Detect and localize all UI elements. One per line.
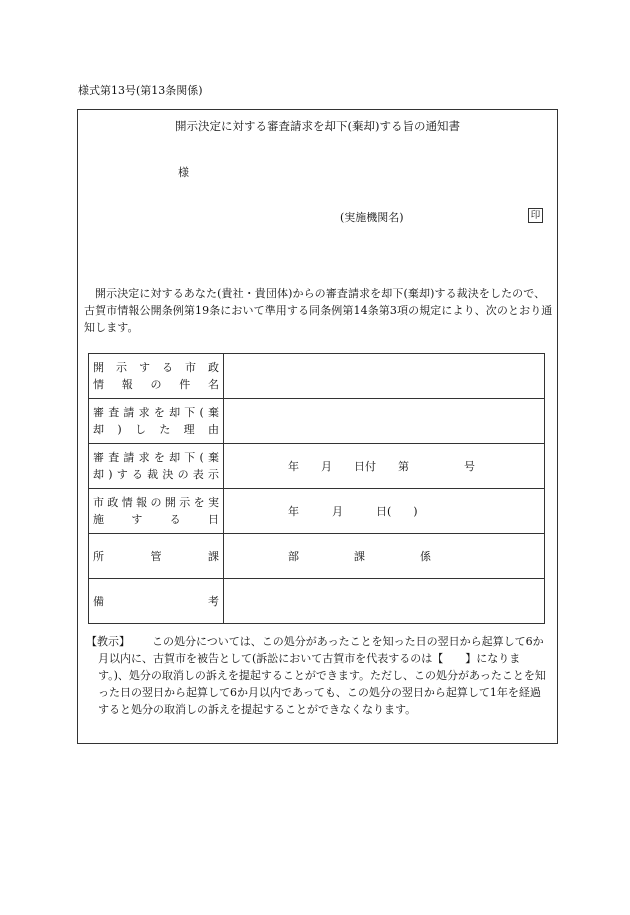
row-label-decision [89, 444, 224, 489]
label-line: 市政情報の開示を実 [93, 496, 219, 509]
decision-date-number: 年 月 日付 第 号 [288, 460, 475, 473]
row-value-reason [224, 399, 545, 444]
label-line: 審査請求を却下(棄 [93, 451, 219, 464]
document-frame [77, 109, 558, 744]
label-line: 開示する市政 [93, 361, 219, 374]
notice-section [86, 633, 550, 718]
table-row [89, 444, 545, 489]
label-line: 備考 [93, 594, 219, 608]
table-row [89, 579, 545, 624]
disclosure-date: 年 月 日( ) [288, 505, 418, 518]
label-line: 却)した理由 [93, 423, 219, 436]
row-label-subject [89, 354, 224, 399]
table-row [89, 534, 545, 579]
document-title: 開示決定に対する審査請求を却下(棄却)する旨の通知書 [175, 119, 460, 133]
row-label-reason [89, 399, 224, 444]
notice-heading: 【教示】 [86, 635, 130, 648]
table-row [89, 399, 545, 444]
row-value-subject [224, 354, 545, 399]
row-label-department [89, 534, 224, 579]
department-fields: 部 課 係 [288, 550, 431, 563]
table-row [89, 354, 545, 399]
label-line: 施する日 [93, 513, 219, 526]
label-line: 審査請求を却下(棄 [93, 406, 219, 419]
agency-label: (実施機関名) [340, 211, 404, 224]
table-row [89, 489, 545, 534]
row-label-disclosure-date [89, 489, 224, 534]
info-table [88, 353, 545, 624]
body-text: 開示決定に対するあなた(貴社・貴団体)からの審査請求を却下(棄却)する裁決をしたので、古賀市情報公開条例第19条において準用する同条例第14条第3項の規定により、次のとおり通知します。 [84, 287, 553, 334]
addressee-suffix: 様 [178, 166, 189, 179]
form-number: 様式第13号(第13条関係) [78, 84, 203, 97]
label-line: 却)する裁決の表示 [93, 468, 219, 481]
notice-text: この処分については、この処分があったことを知った日の翌日から起算して6か月以内に、古賀市を被告として(訴訟において古賀市を代表するのは【 】になります。)、処分の取消しの訴えを提起することができます。ただし、この処分があったことを知った日の翌日から起算して6か月以内であっても、この処分の翌日から起算して1年を経過すると処分の取消しの訴えを提起することができなくなります。 [98, 635, 546, 716]
row-label-remarks [89, 579, 224, 624]
label-line: 所管課 [93, 549, 219, 563]
row-value-decision [224, 444, 545, 489]
label-line: 情報の件名 [93, 378, 219, 391]
seal-mark: 印 [528, 208, 543, 223]
row-value-disclosure-date [224, 489, 545, 534]
row-value-department [224, 534, 545, 579]
row-value-remarks [224, 579, 545, 624]
